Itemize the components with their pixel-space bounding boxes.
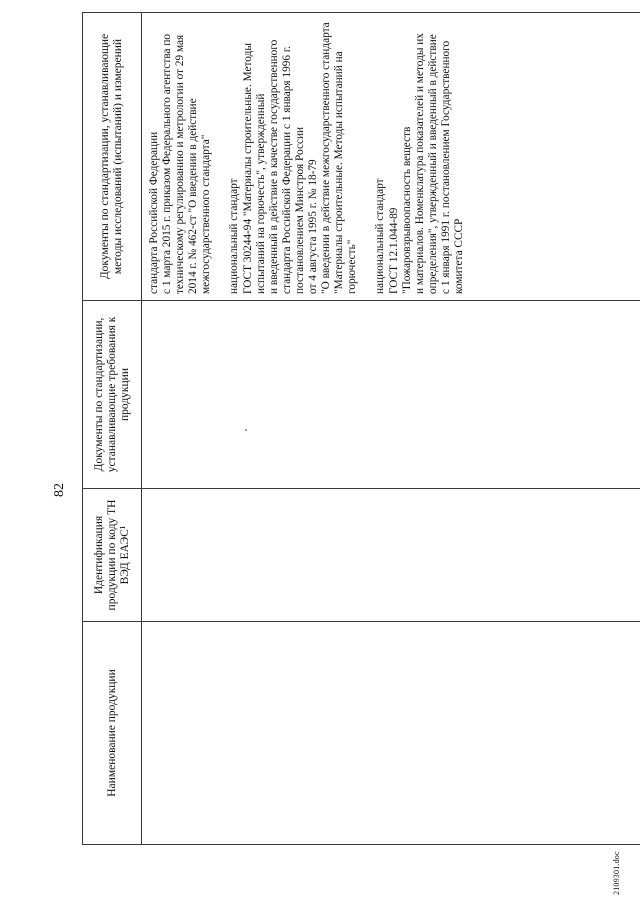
- cell-requirements-docs: [142, 301, 640, 489]
- header-test-method-docs: Документы по стандартизации, устанавливающие методы исследований (испытаний) и измерений: [83, 13, 142, 301]
- test-method-doc-entry: стандарта Российской Федерации с 1 марта 2015 г. приказом Федерального агентства по техническому регулированию и метрологии от 29 мая 2014 г. № 462-ст "О введении в действие межгосударственного стандарта": [148, 33, 213, 294]
- scan-speck: [245, 429, 247, 431]
- table-header-row: [83, 13, 142, 845]
- page-number: 82: [52, 483, 67, 497]
- cell-test-method-docs: [142, 13, 640, 301]
- document-file-code: 2109301.doc: [612, 851, 621, 895]
- table-row: [142, 13, 640, 845]
- header-requirements-docs: Документы по стандартизации, устанавливающие требования к продукции: [83, 301, 142, 489]
- cell-product-name: [142, 622, 640, 845]
- header-product-code: Идентификация продукции по коду ТН ВЭД ЕАЭС¹: [83, 489, 142, 622]
- standards-table: [82, 12, 640, 845]
- header-product-name: Наименование продукции: [83, 622, 142, 845]
- cell-product-code: [142, 489, 640, 622]
- test-method-doc-entry: национальный стандарт ГОСТ 30244-94 "Материалы строительные. Методы испытаний на горючесть", утвержденный и введенный в действие в качестве государственного стандарта Российской Федерации с 1 января 1996 г. постановлением Минстроя России от 4 августа 1995 г. № 18-79 "О введении в действие межгосударственного стандарта "Материалы строительные. Методы испытаний на горючесть": [228, 22, 359, 294]
- test-method-doc-entry: национальный стандарт ГОСТ 12.1.044-89 "Пожаровзрывоопасность веществ и материалов. Номенклатура показателей и методы их определения", утвержденный и введенный в действие с 1 января 1991 г. постановлением Государственного комитета СССР: [374, 33, 465, 294]
